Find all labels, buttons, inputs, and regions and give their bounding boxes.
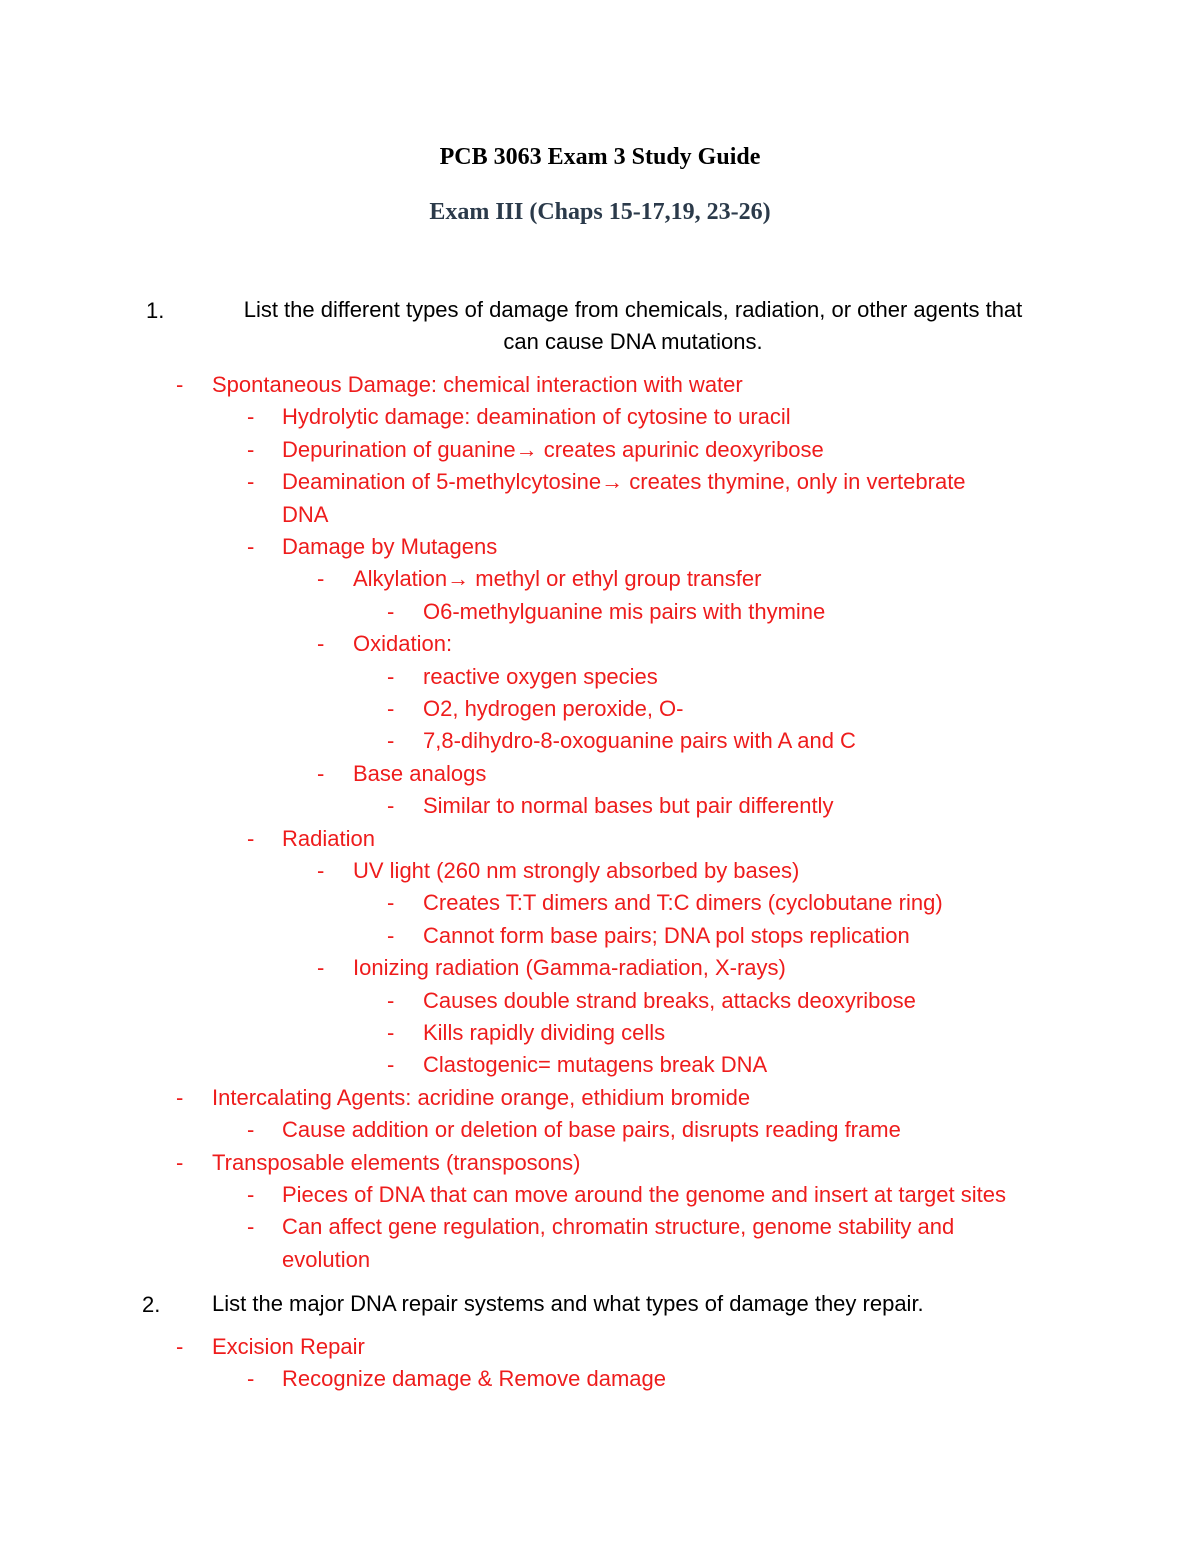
outline-item-text: Depurination of guanine→ creates apurinic deoxyribose bbox=[282, 436, 824, 462]
bullet-dash: - bbox=[247, 1366, 255, 1392]
outline-item-text: DNA bbox=[282, 501, 329, 527]
bullet-dash: - bbox=[247, 1214, 255, 1240]
outline-item-text: Causes double strand breaks, attacks deoxyribose bbox=[423, 987, 916, 1013]
outline-item-text: Recognize damage & Remove damage bbox=[282, 1366, 667, 1392]
outline-item-text: evolution bbox=[282, 1246, 371, 1272]
bullet-dash: - bbox=[317, 631, 325, 657]
bullet-dash: - bbox=[387, 1020, 395, 1045]
document-subtitle: Exam III (Chaps 15-17,19, 23-26) bbox=[429, 199, 771, 225]
outline-item-text: Similar to normal bases but pair differently bbox=[423, 793, 834, 819]
outline-item-text: Transposable elements (transposons) bbox=[212, 1149, 581, 1175]
outline-item-text: Kills rapidly dividing cells bbox=[423, 1020, 666, 1045]
bullet-dash: - bbox=[176, 1334, 184, 1359]
outline-item-text: 7,8-dihydro-8-oxoguanine pairs with A and C bbox=[423, 728, 856, 754]
bullet-dash: - bbox=[387, 987, 395, 1013]
bullet-dash: - bbox=[317, 955, 325, 981]
bullet-dash: - bbox=[247, 469, 255, 495]
outline-item-text: Ionizing radiation (Gamma-radiation, X-rays) bbox=[353, 955, 786, 981]
outline-item-text: Can affect gene regulation, chromatin structure, genome stability and bbox=[282, 1214, 955, 1240]
outline-item-text: reactive oxygen species bbox=[423, 663, 658, 689]
outline-item-text: O2, hydrogen peroxide, O- bbox=[423, 696, 684, 721]
bullet-dash: - bbox=[317, 566, 325, 592]
outline-item-text: Intercalating Agents: acridine orange, ethidium bromide bbox=[212, 1084, 751, 1110]
outline-item-text: Excision Repair bbox=[212, 1334, 365, 1359]
document-title: PCB 3063 Exam 3 Study Guide bbox=[439, 144, 761, 170]
bullet-dash: - bbox=[176, 1149, 184, 1175]
bullet-dash: - bbox=[387, 663, 395, 689]
outline-item-text: Deamination of 5-methylcytosine→ creates thymine, only in vertebrate bbox=[282, 469, 966, 495]
bullet-dash: - bbox=[317, 858, 325, 883]
bullet-dash: - bbox=[387, 1052, 395, 1078]
bullet-dash: - bbox=[247, 1182, 255, 1207]
outline-item-text: Clastogenic= mutagens break DNA bbox=[423, 1052, 768, 1078]
outline-item-text: UV light (260 nm strongly absorbed by bases) bbox=[353, 858, 800, 883]
question-2-number: 2. bbox=[142, 1292, 161, 1317]
question-2-text: List the major DNA repair systems and what types of damage they repair. bbox=[212, 1291, 924, 1316]
outline-item-text: Hydrolytic damage: deamination of cytosine to uracil bbox=[282, 404, 791, 430]
outline-item-text: Cause addition or deletion of base pairs, disrupts reading frame bbox=[282, 1117, 901, 1143]
outline-item-text: Pieces of DNA that can move around the genome and insert at target sites bbox=[282, 1182, 1006, 1207]
bullet-dash: - bbox=[387, 728, 395, 754]
bullet-dash: - bbox=[317, 760, 325, 786]
bullet-dash: - bbox=[387, 793, 395, 819]
bullet-dash: - bbox=[387, 696, 395, 721]
bullet-dash: - bbox=[387, 598, 395, 624]
question-1-text bbox=[200, 294, 1066, 358]
outline-item-text: Spontaneous Damage: chemical interaction with water bbox=[212, 372, 743, 397]
outline-item-text: O6-methylguanine mis pairs with thymine bbox=[423, 598, 826, 624]
outline-item-text: Radiation bbox=[282, 825, 375, 851]
question-1-line-1: List the different types of damage from chemicals, radiation, or other agents that bbox=[243, 297, 1023, 322]
outline-item-text: Oxidation: bbox=[353, 631, 453, 657]
outline-item-text: Base analogs bbox=[353, 760, 487, 786]
bullet-dash: - bbox=[247, 436, 255, 462]
question-1-number: 1. bbox=[146, 298, 165, 323]
outline-item-text: Creates T:T dimers and T:C dimers (cyclobutane ring) bbox=[423, 890, 943, 916]
bullet-dash: - bbox=[387, 890, 395, 916]
outline-item-text: Alkylation→ methyl or ethyl group transfer bbox=[353, 566, 762, 592]
bullet-dash: - bbox=[176, 1084, 184, 1110]
question-1-line-2: can cause DNA mutations. bbox=[503, 329, 763, 354]
bullet-dash: - bbox=[247, 1117, 255, 1143]
bullet-dash: - bbox=[176, 372, 184, 397]
outline-item-text: Damage by Mutagens bbox=[282, 534, 498, 559]
bullet-dash: - bbox=[247, 404, 255, 430]
outline-item-text: Cannot form base pairs; DNA pol stops replication bbox=[423, 922, 910, 948]
bullet-dash: - bbox=[247, 825, 255, 851]
bullet-dash: - bbox=[247, 534, 255, 559]
bullet-dash: - bbox=[387, 922, 395, 948]
